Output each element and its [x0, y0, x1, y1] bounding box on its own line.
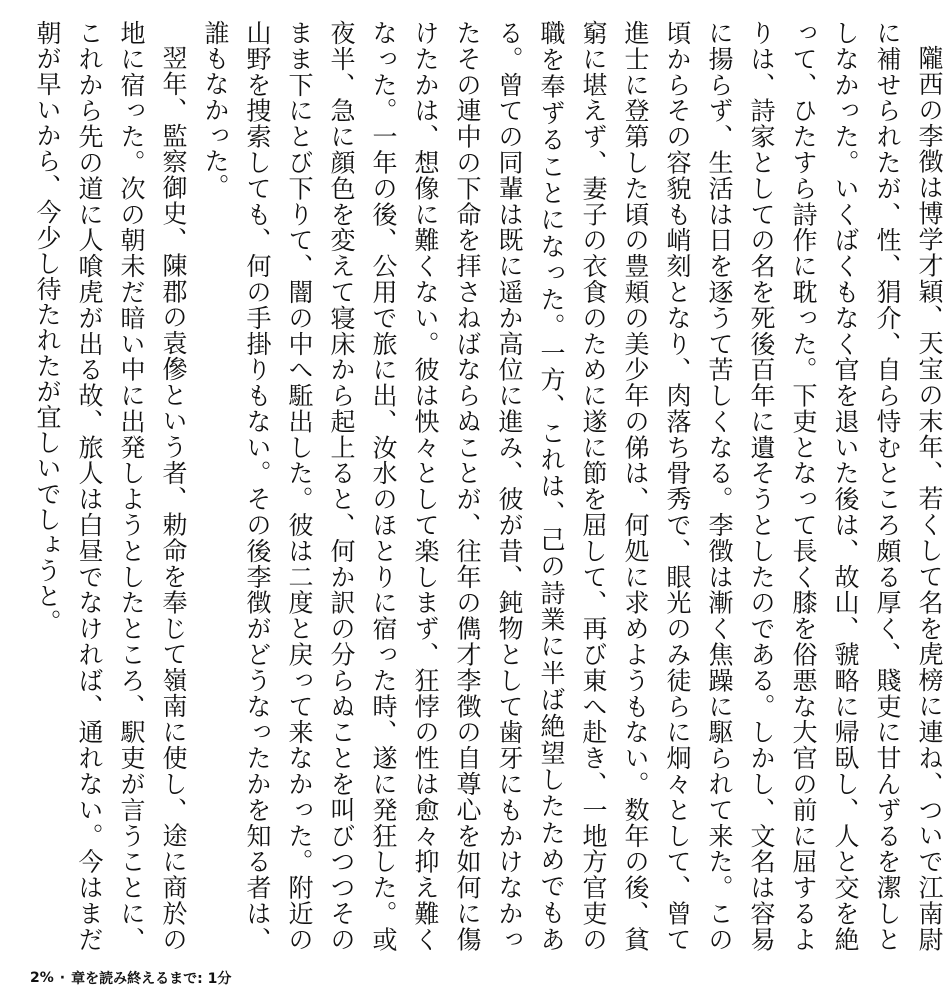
progress-percent: 2%: [30, 970, 54, 986]
paragraph: 翌年、監察御史、陳郡の袁傪という者、勅命を奉じて嶺南に使し、途に商於の地に宿った。次の朝未だ暗い中に出発しようとしたところ、駅吏が言うことに、これから先の道に人喰虎が出る故、旅人は白昼でなければ、通れない。今はまだ朝が早いから、今少し待たれたが宜しいでしょうと。: [33, 20, 188, 952]
reading-progress-footer: [30, 968, 231, 988]
paragraph: 隴西の李徴は博学才穎、天宝の末年、若くして名を虎榜に連ね、ついで江南尉に補せられたが、性、狷介、自ら恃むところ頗る厚く、賤吏に甘んずるを潔しとしなかった。いくばくもなく官を退いた後は、故山、虢略に帰臥し、人と交を絶って、ひたすら詩作に耽った。下吏となって長く膝を俗悪な大官の前に屈するよりは、詩家としての名を死後百年に遺そうとしたのである。しかし、文名は容易に揚らず、生活は日を逐うて苦しくなる。李徴は漸く焦躁に駆られて来た。この頃からその容貌も峭刻となり、肉落ち骨秀で、眼光のみ徒らに炯々として、曾て進士に登第した頃の豊頬の美少年の俤は、何処に求めようもない。数年の後、貧窮に堪えず、妻子の衣食のために遂に節を屈して、再び東へ赴き、一地方官吏の職を奉ずることになった。一方、これは、己の詩業に半ば絶望したためでもある。曾ての同輩は既に遥か高位に進み、彼が昔、鈍物として歯牙にもかけなかったその連中の下命を拝さねばならぬことが、往年の儁才李徴の自尊心を如何に傷けたかは、想像に難くない。彼は怏々として楽しまず、狂悖の性は愈々抑え難くなった。一年の後、公用で旅に出、汝水のほとりに宿った時、遂に発狂した。或夜半、急に顔色を変えて寝床から起上ると、何か訳の分らぬことを叫びつつそのまま下にとび下りて、闇の中へ駈出した。彼は二度と戻って来なかった。附近の山野を捜索しても、何の手掛りもない。その後李徴がどうなったかを知る者は、誰もなかった。: [201, 20, 944, 952]
footer-separator: ·: [59, 970, 66, 986]
vertical-text-body: [26, 20, 950, 952]
reading-area[interactable]: [26, 20, 944, 958]
time-left-in-chapter: 章を読み終えるまで: 1分: [71, 971, 232, 987]
